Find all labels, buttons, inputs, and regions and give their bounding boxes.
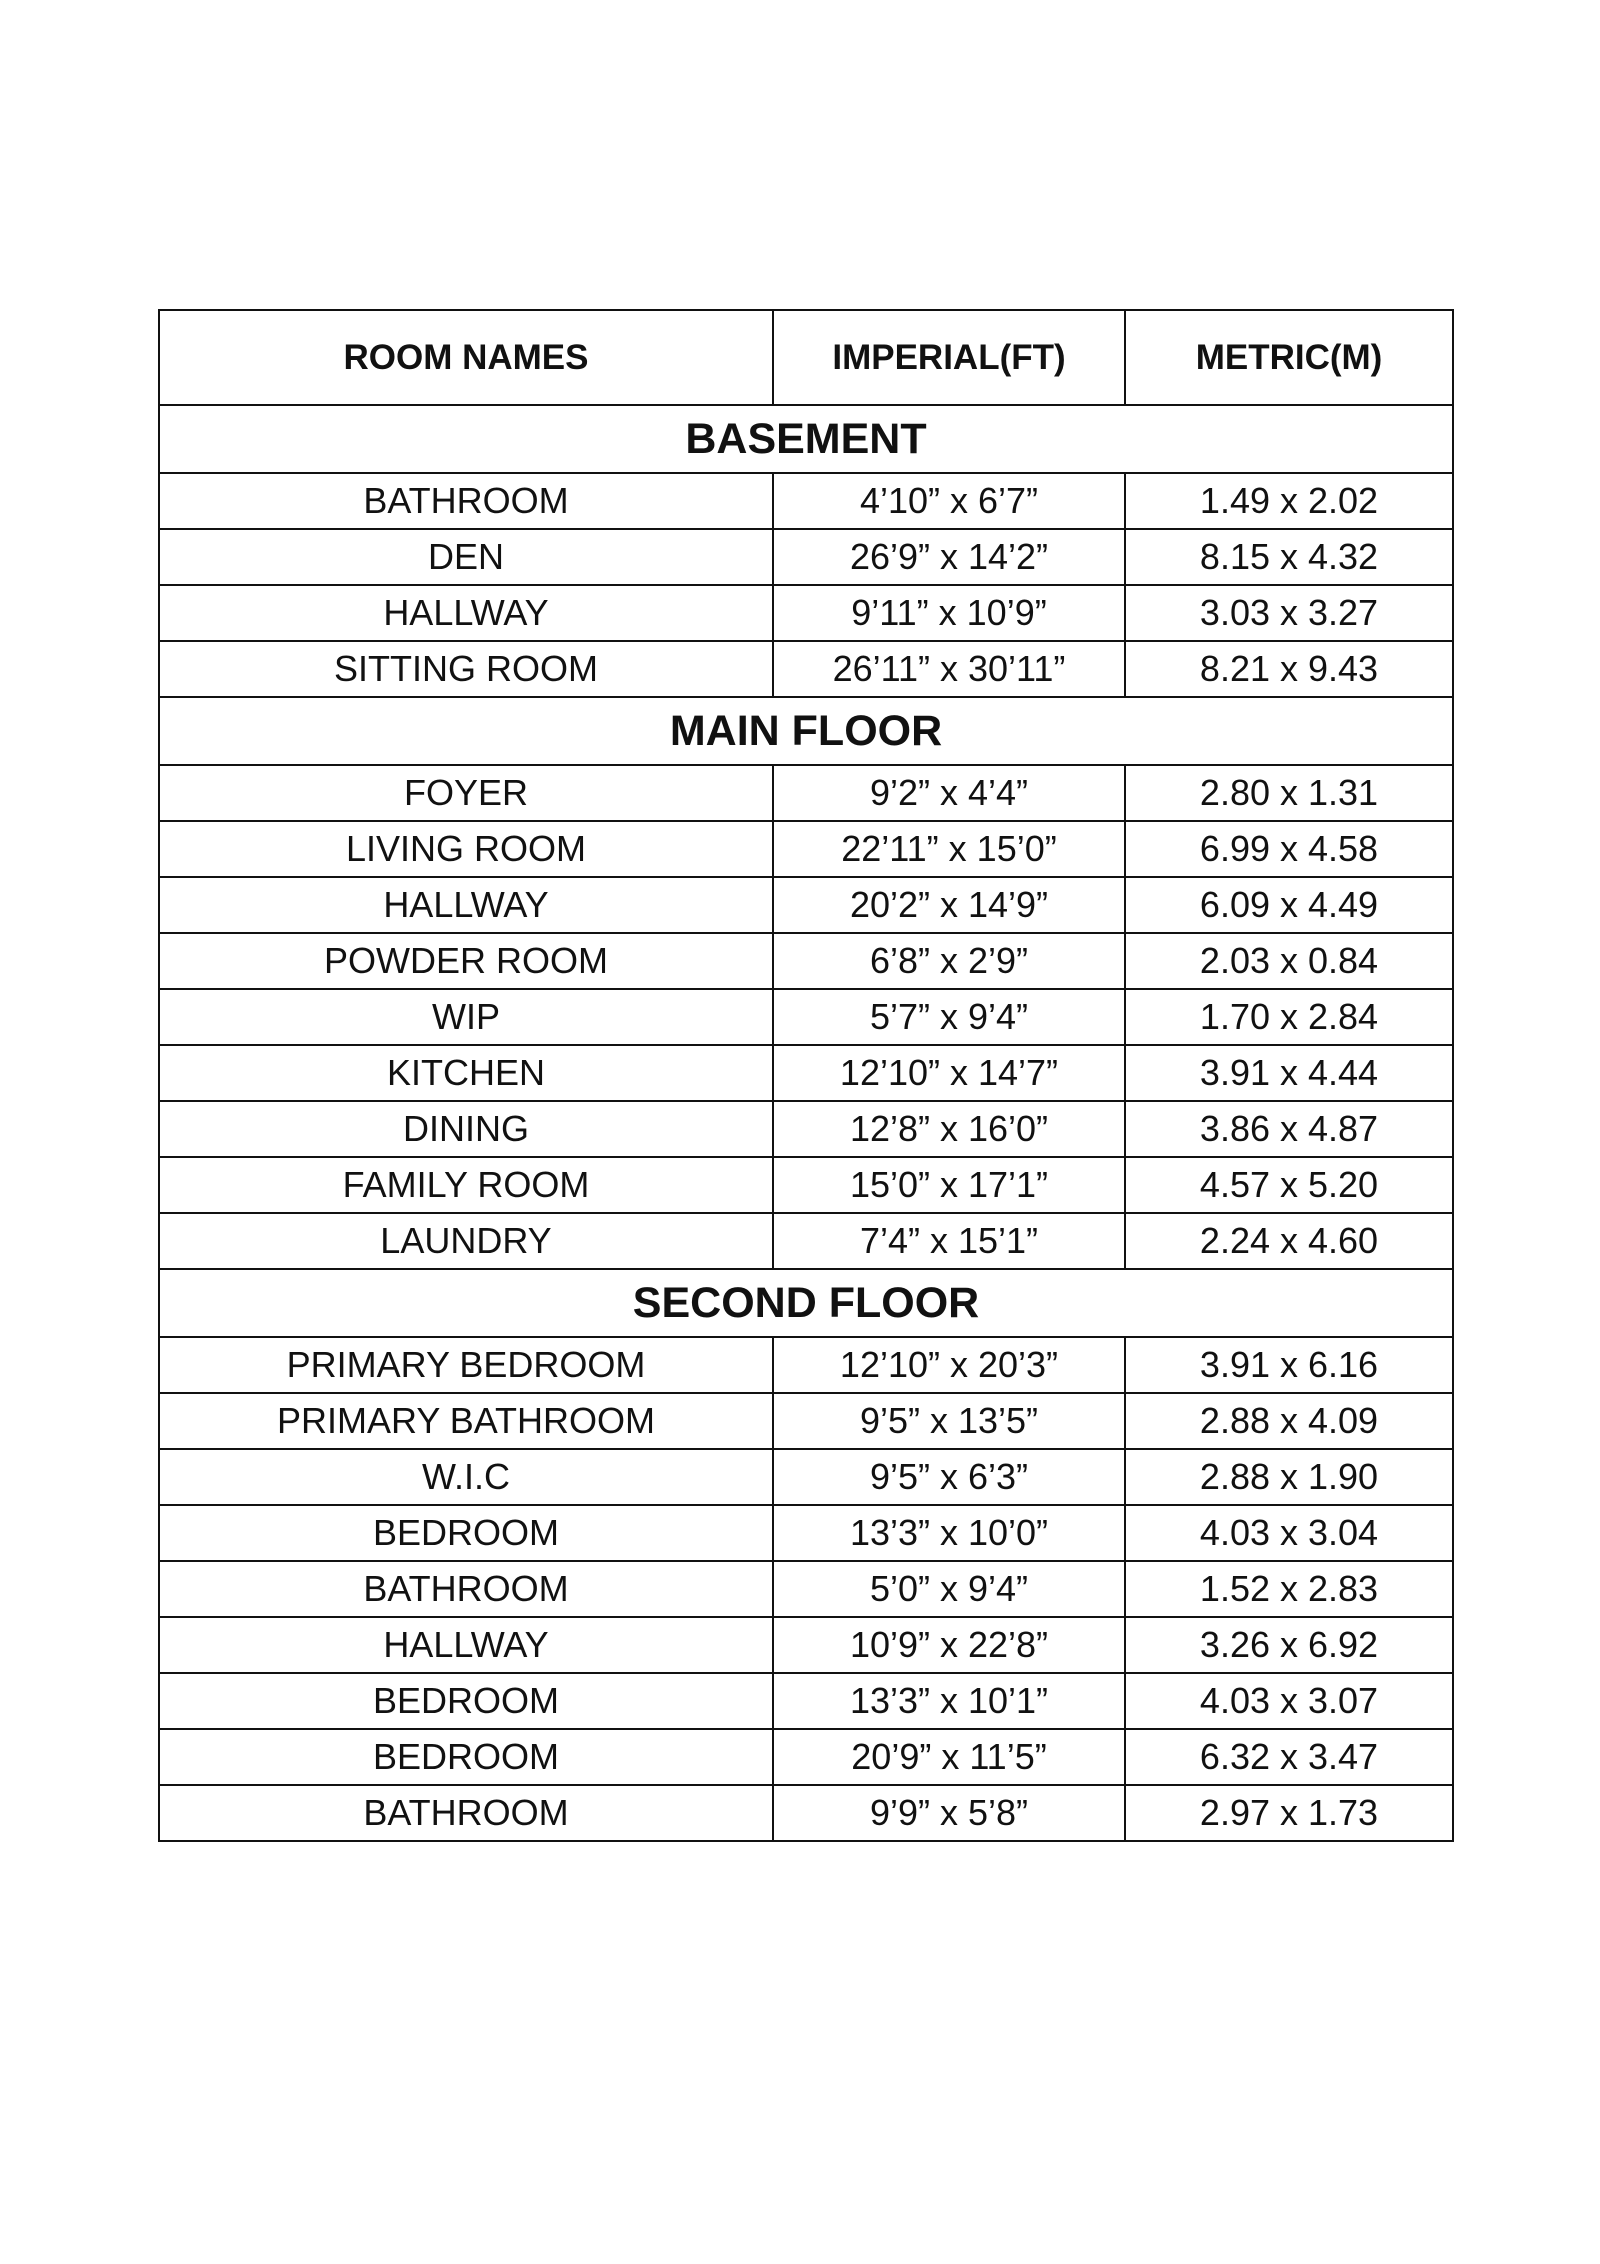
section-title: MAIN FLOOR: [159, 697, 1453, 765]
imperial-cell: 9’5” x 13’5”: [773, 1393, 1125, 1449]
room-dimensions-table: [158, 309, 1454, 1842]
room-name-cell: FOYER: [159, 765, 773, 821]
table-row: [159, 529, 1453, 585]
table-row: [159, 1101, 1453, 1157]
imperial-cell: 10’9” x 22’8”: [773, 1617, 1125, 1673]
imperial-cell: 15’0” x 17’1”: [773, 1157, 1125, 1213]
metric-cell: 4.03 x 3.07: [1125, 1673, 1453, 1729]
metric-cell: 2.88 x 1.90: [1125, 1449, 1453, 1505]
header-imperial: IMPERIAL(FT): [773, 310, 1125, 405]
imperial-cell: 22’11” x 15’0”: [773, 821, 1125, 877]
metric-cell: 2.03 x 0.84: [1125, 933, 1453, 989]
room-name-cell: BATHROOM: [159, 1785, 773, 1841]
room-name-cell: POWDER ROOM: [159, 933, 773, 989]
room-name-cell: FAMILY ROOM: [159, 1157, 773, 1213]
table-row: [159, 989, 1453, 1045]
metric-cell: 8.15 x 4.32: [1125, 529, 1453, 585]
header-room-names: ROOM NAMES: [159, 310, 773, 405]
imperial-cell: 12’8” x 16’0”: [773, 1101, 1125, 1157]
table-row: [159, 1729, 1453, 1785]
metric-cell: 3.26 x 6.92: [1125, 1617, 1453, 1673]
room-name-cell: W.I.C: [159, 1449, 773, 1505]
metric-cell: 1.49 x 2.02: [1125, 473, 1453, 529]
metric-cell: 3.91 x 6.16: [1125, 1337, 1453, 1393]
table-row: [159, 877, 1453, 933]
imperial-cell: 20’2” x 14’9”: [773, 877, 1125, 933]
room-name-cell: BEDROOM: [159, 1505, 773, 1561]
metric-cell: 2.24 x 4.60: [1125, 1213, 1453, 1269]
room-name-cell: BATHROOM: [159, 473, 773, 529]
metric-cell: 6.99 x 4.58: [1125, 821, 1453, 877]
table-row: [159, 1213, 1453, 1269]
room-name-cell: DINING: [159, 1101, 773, 1157]
imperial-cell: 12’10” x 20’3”: [773, 1337, 1125, 1393]
table-row: [159, 473, 1453, 529]
table-row: [159, 1505, 1453, 1561]
imperial-cell: 13’3” x 10’0”: [773, 1505, 1125, 1561]
imperial-cell: 9’9” x 5’8”: [773, 1785, 1125, 1841]
imperial-cell: 9’11” x 10’9”: [773, 585, 1125, 641]
section-row: [159, 1269, 1453, 1337]
room-name-cell: BEDROOM: [159, 1673, 773, 1729]
metric-cell: 1.70 x 2.84: [1125, 989, 1453, 1045]
metric-cell: 1.52 x 2.83: [1125, 1561, 1453, 1617]
room-name-cell: BATHROOM: [159, 1561, 773, 1617]
imperial-cell: 7’4” x 15’1”: [773, 1213, 1125, 1269]
metric-cell: 2.97 x 1.73: [1125, 1785, 1453, 1841]
room-name-cell: LAUNDRY: [159, 1213, 773, 1269]
imperial-cell: 9’5” x 6’3”: [773, 1449, 1125, 1505]
metric-cell: 6.09 x 4.49: [1125, 877, 1453, 933]
imperial-cell: 26’9” x 14’2”: [773, 529, 1125, 585]
metric-cell: 2.88 x 4.09: [1125, 1393, 1453, 1449]
table-row: [159, 1393, 1453, 1449]
imperial-cell: 20’9” x 11’5”: [773, 1729, 1125, 1785]
imperial-cell: 4’10” x 6’7”: [773, 473, 1125, 529]
room-name-cell: LIVING ROOM: [159, 821, 773, 877]
metric-cell: 3.03 x 3.27: [1125, 585, 1453, 641]
imperial-cell: 5’7” x 9’4”: [773, 989, 1125, 1045]
table-row: [159, 1617, 1453, 1673]
room-name-cell: SITTING ROOM: [159, 641, 773, 697]
table-row: [159, 1157, 1453, 1213]
table-row: [159, 765, 1453, 821]
table-row: [159, 1449, 1453, 1505]
section-title: BASEMENT: [159, 405, 1453, 473]
metric-cell: 6.32 x 3.47: [1125, 1729, 1453, 1785]
metric-cell: 8.21 x 9.43: [1125, 641, 1453, 697]
table-body: [159, 405, 1453, 1841]
room-name-cell: DEN: [159, 529, 773, 585]
room-name-cell: HALLWAY: [159, 877, 773, 933]
table-header-row: [159, 310, 1453, 405]
metric-cell: 2.80 x 1.31: [1125, 765, 1453, 821]
imperial-cell: 9’2” x 4’4”: [773, 765, 1125, 821]
room-name-cell: HALLWAY: [159, 585, 773, 641]
table-row: [159, 1561, 1453, 1617]
imperial-cell: 13’3” x 10’1”: [773, 1673, 1125, 1729]
header-metric: METRIC(M): [1125, 310, 1453, 405]
metric-cell: 3.86 x 4.87: [1125, 1101, 1453, 1157]
room-name-cell: PRIMARY BATHROOM: [159, 1393, 773, 1449]
room-name-cell: HALLWAY: [159, 1617, 773, 1673]
imperial-cell: 26’11” x 30’11”: [773, 641, 1125, 697]
table-row: [159, 641, 1453, 697]
room-name-cell: WIP: [159, 989, 773, 1045]
room-name-cell: BEDROOM: [159, 1729, 773, 1785]
metric-cell: 4.57 x 5.20: [1125, 1157, 1453, 1213]
table-row: [159, 1785, 1453, 1841]
imperial-cell: 12’10” x 14’7”: [773, 1045, 1125, 1101]
imperial-cell: 5’0” x 9’4”: [773, 1561, 1125, 1617]
room-name-cell: KITCHEN: [159, 1045, 773, 1101]
table-row: [159, 933, 1453, 989]
metric-cell: 3.91 x 4.44: [1125, 1045, 1453, 1101]
table-row: [159, 821, 1453, 877]
table-row: [159, 1673, 1453, 1729]
table-row: [159, 1045, 1453, 1101]
table-row: [159, 1337, 1453, 1393]
room-name-cell: PRIMARY BEDROOM: [159, 1337, 773, 1393]
metric-cell: 4.03 x 3.04: [1125, 1505, 1453, 1561]
imperial-cell: 6’8” x 2’9”: [773, 933, 1125, 989]
table-row: [159, 585, 1453, 641]
section-title: SECOND FLOOR: [159, 1269, 1453, 1337]
section-row: [159, 697, 1453, 765]
section-row: [159, 405, 1453, 473]
